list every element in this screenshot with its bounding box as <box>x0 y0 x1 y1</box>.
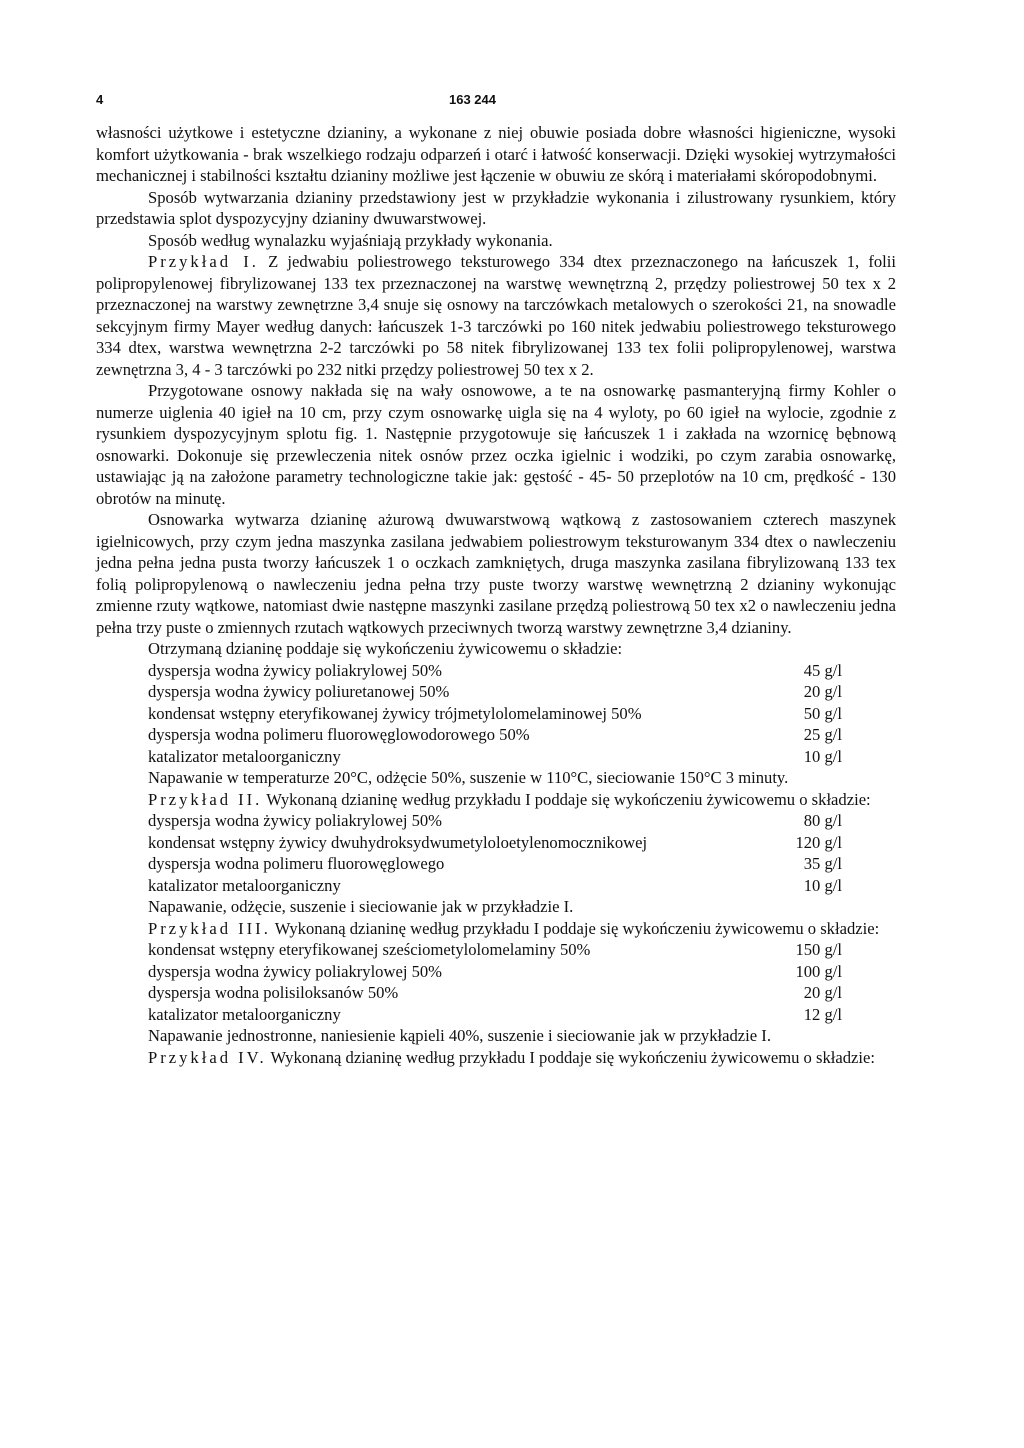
ingredient-name: katalizator metaloorganiczny <box>148 746 341 766</box>
recipe-table-3 <box>148 939 842 1025</box>
example-1-heading: Przykład I. <box>148 252 259 271</box>
paragraph-properties: własności użytkowe i estetyczne dzianiny, a wykonane z niej obuwie posiada dobre własności higieniczne, wysoki komfort użytkowania - brak wszelkiego rodzaju odparzeń i otarć i łatwość konserwacji. Dzięki wysokiej wytrzymałości mechanicznej i stabilności kształtu dzianiny możliwe jest łączenie w obuwiu ze skórą i materiałami skóropodobnymi. <box>96 123 896 185</box>
example-3-text: Wykonaną dzianinę według przykładu I poddaje się wykończeniu żywicowemu o składzie: <box>270 918 880 938</box>
ingredient-amount: 80 g/l <box>803 811 842 830</box>
paragraph-example-3 <box>96 918 896 940</box>
paragraph-example-2 <box>96 789 896 811</box>
recipe-row <box>148 875 842 897</box>
example-2-heading: Przykład II. <box>148 789 263 809</box>
recipe-row <box>148 703 842 725</box>
ingredient-amount: 20 g/l <box>803 983 842 1002</box>
recipe-row <box>148 853 842 875</box>
paragraph-example-1 <box>96 251 896 380</box>
paragraph-method-description: Sposób wytwarzania dzianiny przedstawiony jest w przykładzie wykonania i zilustrowany rysunkiem, który przedstawia splot dyspozycyjny dzianiny dwuwarstwowej. <box>96 187 896 228</box>
ingredient-name: katalizator metaloorganiczny <box>148 1004 341 1024</box>
example-3-heading: Przykład III. <box>148 918 271 938</box>
ingredient-amount: 12 g/l <box>803 1004 842 1024</box>
page-header <box>96 92 896 122</box>
paragraph-finishing-conditions: Napawanie w temperaturze 20°C, odżęcie 50%, suszenie w 110°C, sieciowanie 150°C 3 minuty. <box>148 768 789 787</box>
ingredient-amount: 45 g/l <box>803 660 842 680</box>
ingredient-amount: 10 g/l <box>803 875 842 895</box>
document-page <box>96 92 896 1068</box>
recipe-row <box>148 832 842 854</box>
ingredient-amount: 25 g/l <box>803 725 842 744</box>
ingredient-amount: 150 g/l <box>795 940 842 959</box>
ingredient-amount: 10 g/l <box>803 746 842 766</box>
recipe-row <box>148 660 842 682</box>
recipe-table-1 <box>148 660 842 768</box>
recipe-row <box>148 681 842 703</box>
ingredient-amount: 20 g/l <box>803 682 842 701</box>
page-number: 4 <box>96 92 104 107</box>
recipe-row <box>148 724 842 746</box>
document-body <box>96 122 896 1068</box>
patent-number: 163 244 <box>449 92 496 107</box>
paragraph-example-3-conditions: Napawanie jednostronne, naniesienie kąpieli 40%, suszenie i sieciowanie jak w przykładzie I. <box>148 1026 771 1045</box>
recipe-table-2 <box>148 810 842 896</box>
ingredient-name: dyspersja wodna żywicy poliakrylowej 50% <box>148 811 443 830</box>
ingredient-name: kondensat wstępny żywicy dwuhydroksydwumetyloloetylenomocznikowej <box>148 832 648 852</box>
example-2-text: Wykonaną dzianinę według przykładu I poddaje się wykończeniu żywicowemu o składzie: <box>262 789 871 809</box>
paragraph-example-4 <box>96 1047 896 1069</box>
recipe-row <box>148 1004 842 1026</box>
recipe-row <box>148 961 842 983</box>
ingredient-amount: 100 g/l <box>795 961 842 981</box>
recipe-row <box>148 746 842 768</box>
ingredient-amount: 120 g/l <box>795 832 842 852</box>
paragraph-example-2-conditions: Napawanie, odżęcie, suszenie i sieciowanie jak w przykładzie I. <box>148 897 574 916</box>
ingredient-name: dyspersja wodna żywicy poliakrylowej 50% <box>148 660 443 680</box>
ingredient-name: dyspersja wodna polimeru fluorowęglowodorowego 50% <box>148 725 530 744</box>
paragraph-examples-intro: Sposób według wynalazku wyjaśniają przykłady wykonania. <box>148 230 553 250</box>
example-4-text: Wykonaną dzianinę według przykładu I poddaje się wykończeniu żywicowemu o składzie: <box>266 1047 875 1067</box>
ingredient-name: dyspersja wodna żywicy poliakrylowej 50% <box>148 961 443 981</box>
recipe-row <box>148 810 842 832</box>
paragraph-finishing-intro: Otrzymaną dzianinę poddaje się wykończeniu żywicowemu o składzie: <box>148 639 623 658</box>
ingredient-name: katalizator metaloorganiczny <box>148 875 341 895</box>
paragraph-knitting: Osnowarka wytwarza dzianinę ażurową dwuwarstwową wątkową z zastosowaniem czterech maszynek igielnicowych, przy czym jedna maszynka zasilana jedwabiem poliestrowym teksturowanym 334 dtex o nawleczeniu jedna pełna jedna pusta tworzy łańcuszek 1 o oczkach zamkniętych, druga maszynka zasilana fibrylizowaną 133 tex folią polipropylenową o nawleczeniu jedna pełna trzy puste tworzy warstwę wewnętrzną 2 dzianiny wykonując zmienne rzuty wątkowe, natomiast dwie następne maszynki zasilane przędzą poliestrową 50 tex x2 o nawleczeniu jedna pełna trzy puste o zmiennych rzutach wątkowych przeciwnych tworzą warstwy zewnętrzne 3,4 dzianiny. <box>96 510 896 637</box>
ingredient-name: kondensat wstępny eteryfikowanej żywicy trójmetylolomelaminowej 50% <box>148 703 642 723</box>
example-1-text: Z jedwabiu poliestrowego teksturowego 334 dtex przeznaczonego na łańcuszek 1, folii polipropylenowej fibrylizowanej 133 tex przeznaczonej na warstwę wewnętrzną 2, przędzy poliestrowej 50 tex x 2 przeznaczonej na warstwy zewnętrzne 3,4 snuje się osnowy na tarczówkach metalowych o szerokości 21, na snowadle sekcyjnym firmy Mayer według danych: łańcuszek 1-3 tarczówki po 160 nitek jedwabiu poliestrowego teksturowego 334 dtex, warstwa wewnętrzna 2-2 tarczówki po 58 nitek fibrylizowanej 133 tex folii polipropylenowej, warstwa zewnętrzna 3, 4 - 3 tarczówki po 232 nitki przędzy poliestrowej 50 tex x 2. <box>96 252 897 379</box>
ingredient-name: dyspersja wodna żywicy poliuretanowej 50% <box>148 682 450 701</box>
ingredient-amount: 35 g/l <box>803 854 842 873</box>
ingredient-amount: 50 g/l <box>803 703 842 723</box>
ingredient-name: dyspersja wodna polimeru fluorowęglowego <box>148 854 445 873</box>
recipe-row <box>148 982 842 1004</box>
paragraph-warping: Przygotowane osnowy nakłada się na wały osnowowe, a te na osnowarkę pasmanteryjną firmy Kohler o numerze uiglenia 40 igieł na 10 cm, przy czym osnowarkę uigla się na 4 wyloty, po 60 igieł na wylocie, zgodnie z rysunkiem dyspozycyjnym splotu fig. 1. Następnie przygotowuje się łańcuszek 1 i zakłada na wzornicę bębnową osnowarki. Dokonuje się przewleczenia nitek osnów przez oczka igielnic i wodziki, po czym zarabia osnowarkę, ustawiając ją na założone parametry technologiczne takie jak: gęstość - 45- 50 przeplotów na 10 cm, prędkość - 130 obrotów na minutę. <box>96 381 896 508</box>
ingredient-name: kondensat wstępny eteryfikowanej sześciometylolomelaminy 50% <box>148 940 591 959</box>
recipe-row <box>148 939 842 961</box>
ingredient-name: dyspersja wodna polisiloksanów 50% <box>148 983 399 1002</box>
example-4-heading: Przykład IV. <box>148 1047 267 1067</box>
